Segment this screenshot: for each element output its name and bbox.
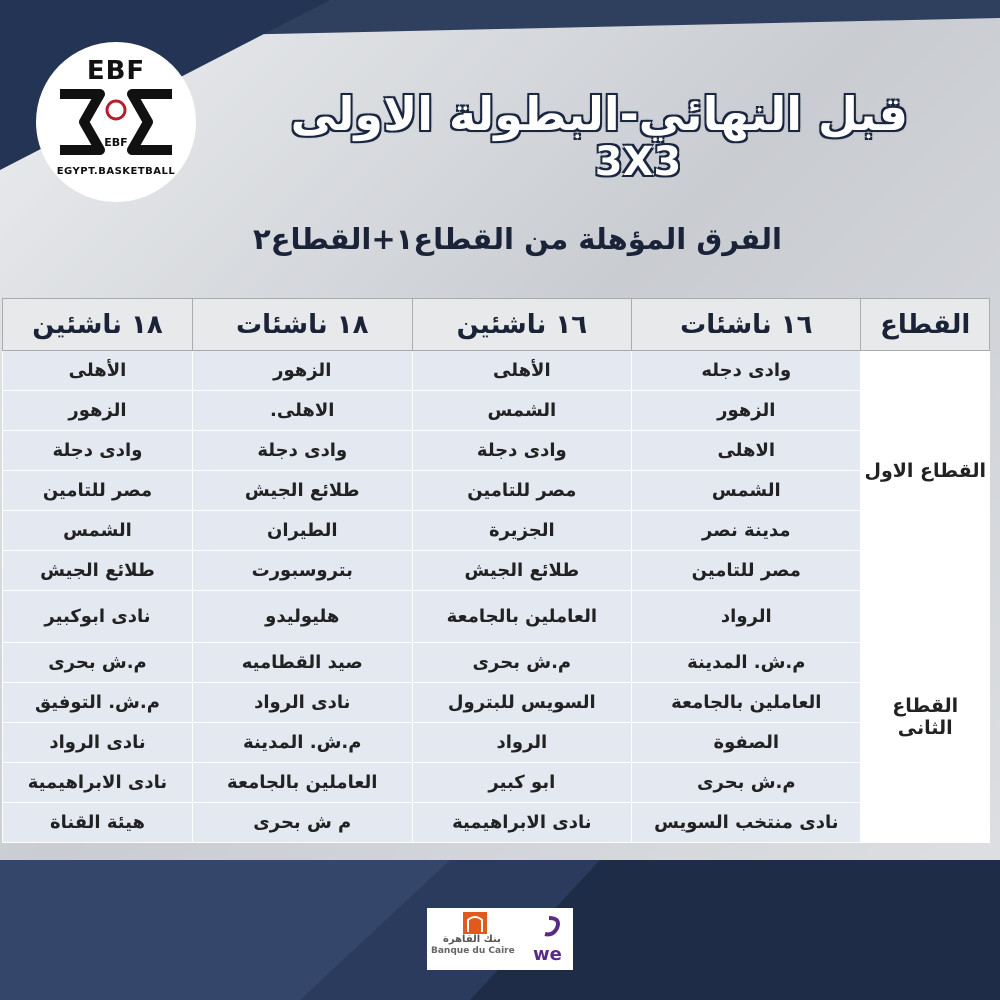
table-header-row <box>3 299 990 351</box>
logo-ebf-text: EBF <box>86 56 146 86</box>
table-cell: بتروسبورت <box>192 551 412 591</box>
table-cell: م.ش. المدينة <box>192 723 412 763</box>
we-logo-icon <box>531 914 567 966</box>
table-row <box>3 391 990 431</box>
table-cell: العاملين بالجامعة <box>632 683 861 723</box>
ebf-logo <box>36 42 196 202</box>
page-title-3x3: 3X3 <box>594 139 682 185</box>
bank-name-en: Banque du Caire <box>431 946 515 956</box>
table-cell: نادى الابراهيمية <box>412 803 632 843</box>
table-cell: السويس للبترول <box>412 683 632 723</box>
table-cell: مصر للتامين <box>412 471 632 511</box>
table-cell: العاملين بالجامعة <box>412 591 632 643</box>
table-cell: الاهلى <box>632 431 861 471</box>
table-cell: م.ش بحرى <box>412 643 632 683</box>
table-row <box>3 551 990 591</box>
table-cell: وادى دجلة <box>412 431 632 471</box>
teams-table <box>2 298 990 843</box>
logo-3x3-mark <box>54 86 178 164</box>
table-cell: نادى الرواد <box>192 683 412 723</box>
table-cell: صيد القطاميه <box>192 643 412 683</box>
table-cell: الزهور <box>632 391 861 431</box>
table-cell: وادى دجلة <box>3 431 193 471</box>
table-cell: م.ش بحرى <box>632 763 861 803</box>
table-cell: الصفوة <box>632 723 861 763</box>
table-row <box>3 683 990 723</box>
logo-center-text: EBF <box>104 136 128 149</box>
table-cell: الأهلى <box>3 351 193 391</box>
page-title: قبل النهائي-البطولة الاولى <box>290 87 908 141</box>
table-cell: الشمس <box>412 391 632 431</box>
table-cell: الأهلى <box>412 351 632 391</box>
table-cell: مصر للتامين <box>3 471 193 511</box>
sector-two-cell: القطاع الثانى <box>861 591 990 843</box>
table-cell: نادى الابراهيمية <box>3 763 193 803</box>
page-subtitle: الفرق المؤهلة من القطاع١+القطاع٢ <box>252 222 782 256</box>
table-row <box>3 351 990 391</box>
table-cell: ابو كبير <box>412 763 632 803</box>
table-row <box>3 723 990 763</box>
table-cell: طلائع الجيش <box>192 471 412 511</box>
table-cell: مصر للتامين <box>632 551 861 591</box>
header-sector: القطاع <box>861 299 990 351</box>
table-cell: م.ش. المدينة <box>632 643 861 683</box>
table-row <box>3 643 990 683</box>
title-block <box>220 88 908 184</box>
table-cell: م ش بحرى <box>192 803 412 843</box>
table-cell: العاملين بالجامعة <box>192 763 412 803</box>
table-cell: الاهلى. <box>192 391 412 431</box>
sector-one-cell: القطاع الاول <box>861 351 990 591</box>
table-cell: طلائع الجيش <box>3 551 193 591</box>
table-row <box>3 763 990 803</box>
table-cell: نادى منتخب السويس <box>632 803 861 843</box>
header-u18-girls: ١٨ ناشئات <box>192 299 412 351</box>
table-cell: الرواد <box>632 591 861 643</box>
logo-tagline: EGYPT.BASKETBALL <box>56 166 176 177</box>
table-cell: مدينة نصر <box>632 511 861 551</box>
table-cell: م.ش بحرى <box>3 643 193 683</box>
table-row <box>3 803 990 843</box>
we-logo-text: we <box>533 944 562 965</box>
table-cell: طلائع الجيش <box>412 551 632 591</box>
table-row <box>3 511 990 551</box>
header-u16-girls: ١٦ ناشئات <box>632 299 861 351</box>
table-cell: الزهور <box>3 391 193 431</box>
table-cell: وادى دجله <box>632 351 861 391</box>
table-cell: هليوليدو <box>192 591 412 643</box>
table-row <box>3 431 990 471</box>
table-cell: م.ش. التوفيق <box>3 683 193 723</box>
bank-name-ar: بنك القاهرة <box>443 934 501 945</box>
table-cell: الرواد <box>412 723 632 763</box>
table-cell: وادى دجلة <box>192 431 412 471</box>
sponsor-logos <box>427 908 573 970</box>
header-u16-boys: ١٦ ناشئين <box>412 299 632 351</box>
table-cell: نادى الرواد <box>3 723 193 763</box>
table-cell: الزهور <box>192 351 412 391</box>
table-cell: الشمس <box>632 471 861 511</box>
table-cell: الشمس <box>3 511 193 551</box>
table-row <box>3 471 990 511</box>
table-row <box>3 591 990 643</box>
table-cell: الطيران <box>192 511 412 551</box>
table-cell: هيئة القناة <box>3 803 193 843</box>
table-cell: الجزيرة <box>412 511 632 551</box>
header-u18-boys: ١٨ ناشئين <box>3 299 193 351</box>
table-cell: نادى ابوكبير <box>3 591 193 643</box>
